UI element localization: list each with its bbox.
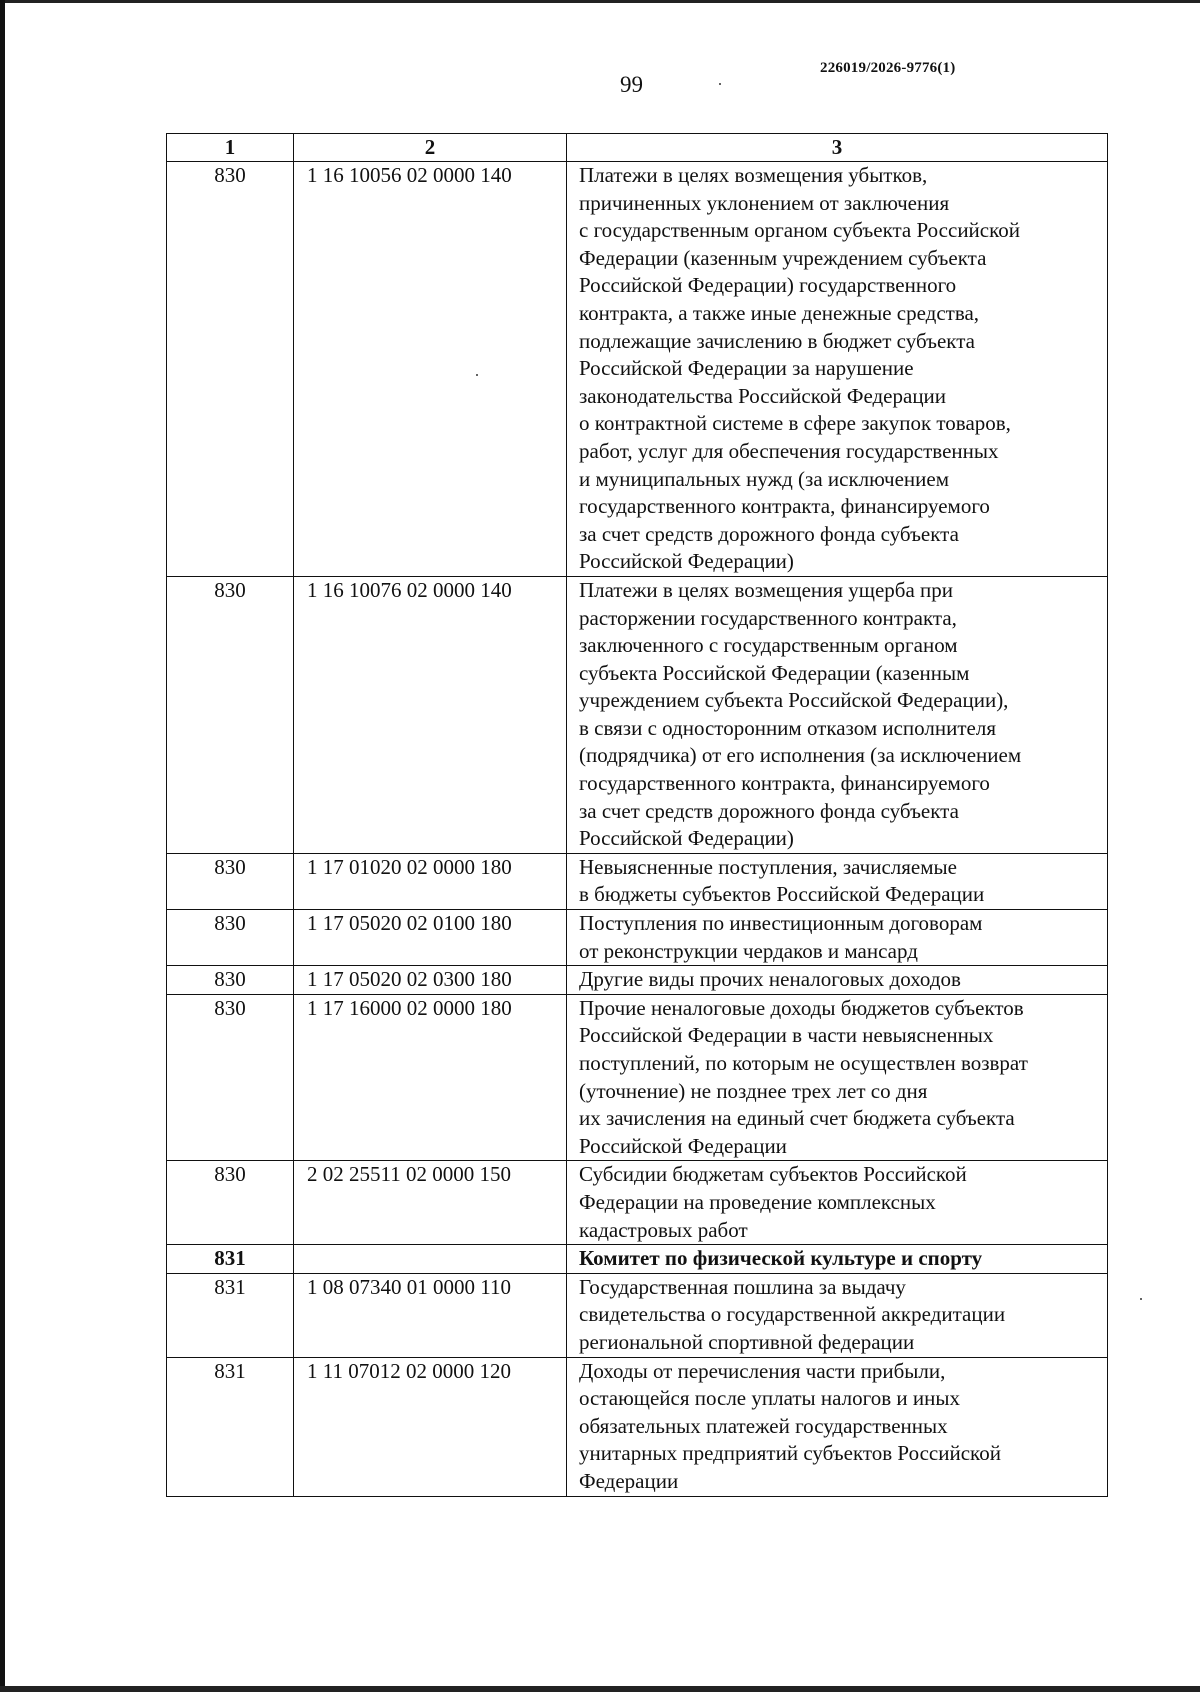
income-name-line: (подрядчика) от его исполнения (за исключением [579, 743, 1022, 768]
income-name-line: контракта, а также иные денежные средства, [579, 300, 980, 325]
income-name-line: их зачисления на единый счет бюджета субъекта [579, 1106, 1015, 1131]
income-name-cell [567, 994, 1108, 1161]
admin-code-cell: 830 [167, 1161, 294, 1245]
income-name-cell [567, 1161, 1108, 1245]
income-name-line: Российской Федерации) [579, 549, 794, 574]
document-id: 226019/2026-9776(1) [820, 60, 956, 76]
scan-border-bottom [0, 1686, 1200, 1692]
income-name-line: Федерации (казенным учреждением субъекта [579, 245, 987, 270]
budget-code-cell: 1 16 10076 02 0000 140 [294, 576, 567, 853]
page-number: 99 [620, 72, 643, 97]
table-body [167, 162, 1108, 1497]
budget-code-cell: 1 08 07340 01 0000 110 [294, 1273, 567, 1357]
income-name-line: в бюджеты субъектов Российской Федерации [579, 882, 985, 907]
budget-code-cell: 1 17 05020 02 0300 180 [294, 966, 567, 995]
income-name-line: за счет средств дорожного фонда субъекта [579, 798, 959, 823]
table-header-row [167, 134, 1108, 162]
income-name-cell [567, 910, 1108, 966]
income-name-line: от реконструкции чердаков и мансард [579, 938, 918, 963]
income-name-line: Платежи в целях возмещения убытков, [579, 163, 928, 187]
income-name-cell [567, 1245, 1108, 1274]
income-name-line: остающейся после уплаты налогов и иных [579, 1386, 960, 1411]
income-name-line: Прочие неналоговые доходы бюджетов субъектов [579, 995, 1024, 1020]
income-name-line: в связи с односторонним отказом исполнителя [579, 715, 996, 740]
table-row [167, 1357, 1108, 1496]
income-name-line: Российской Федерации) [579, 826, 794, 851]
scan-border-top [0, 0, 1200, 3]
income-name-line: Российской Федерации в части невыясненных [579, 1023, 994, 1048]
income-name-line: поступлений, по которым не осуществлен возврат [579, 1051, 1028, 1075]
income-name-line: законодательства Российской Федерации [579, 383, 947, 408]
income-name-line: Российской Федерации [579, 1133, 787, 1158]
income-name-line: Государственная пошлина за выдачу [579, 1274, 906, 1299]
admin-code-cell: 831 [167, 1245, 294, 1274]
budget-code-cell [294, 1245, 567, 1274]
income-name-line: субъекта Российской Федерации (казенным [579, 660, 970, 685]
table-row [167, 1273, 1108, 1357]
table-row [167, 1245, 1108, 1274]
income-name-line: причиненных уклонением от заключения [579, 190, 950, 215]
income-name-line: обязательных платежей государственных [579, 1413, 948, 1438]
admin-code-cell: 831 [167, 1357, 294, 1496]
income-name-line: с государственным органом субъекта Российской [579, 218, 1020, 243]
scan-speck [1140, 1298, 1142, 1300]
admin-code-cell: 830 [167, 162, 294, 577]
income-name-line: Поступления по инвестиционным договорам [579, 911, 983, 936]
income-name-line: Невыясненные поступления, зачисляемые [579, 854, 957, 879]
income-name-cell [567, 853, 1108, 909]
table-row [167, 576, 1108, 853]
income-name-line: Федерации на проведение комплексных [579, 1189, 936, 1214]
budget-codes-table [166, 133, 1108, 1497]
income-name-line: о контрактной системе в сфере закупок товаров, [579, 411, 1011, 436]
admin-code-cell: 830 [167, 994, 294, 1161]
income-name-line: государственного контракта, финансируемого [579, 494, 990, 519]
income-name-line: (уточнение) не позднее трех лет со дня [579, 1078, 928, 1103]
admin-code-cell: 830 [167, 910, 294, 966]
income-name-line: Платежи в целях возмещения ущерба при [579, 577, 954, 602]
income-name-line: унитарных предприятий субъектов Российской [579, 1441, 1001, 1466]
table-row [167, 966, 1108, 995]
income-name-line: Российской Федерации) государственного [579, 273, 957, 298]
income-name-line: Российской Федерации за нарушение [579, 356, 914, 381]
income-name-line: подлежащие зачислению в бюджет субъекта [579, 328, 975, 353]
income-name-line: Федерации [579, 1468, 679, 1493]
column-header-name: 3 [567, 134, 1108, 162]
admin-code-cell: 830 [167, 853, 294, 909]
column-header-admin: 1 [167, 134, 294, 162]
table-row [167, 910, 1108, 966]
scan-border-left [0, 0, 5, 1692]
income-name-line: Субсидии бюджетам субъектов Российской [579, 1162, 967, 1187]
budget-code-cell: 1 11 07012 02 0000 120 [294, 1357, 567, 1496]
income-name-line: свидетельства о государственной аккредитации [579, 1302, 1006, 1327]
income-name-line: и муниципальных нужд (за исключением [579, 466, 949, 491]
income-name-cell [567, 966, 1108, 995]
table-row [167, 1161, 1108, 1245]
income-name-line: заключенного с государственным органом [579, 633, 958, 658]
budget-code-cell: 1 17 05020 02 0100 180 [294, 910, 567, 966]
income-name-line: Комитет по физической культуре и спорту [579, 1246, 983, 1271]
admin-code-cell: 830 [167, 966, 294, 995]
admin-code-cell: 830 [167, 576, 294, 853]
budget-code-cell: 2 02 25511 02 0000 150 [294, 1161, 567, 1245]
income-name-cell [567, 1357, 1108, 1496]
income-name-line: Другие виды прочих неналоговых доходов [579, 967, 961, 992]
income-name-cell [567, 1273, 1108, 1357]
income-name-line: учреждением субъекта Российской Федерации), [579, 688, 1009, 713]
income-name-line: региональной спортивной федерации [579, 1329, 915, 1354]
budget-code-cell: 1 16 10056 02 0000 140 [294, 162, 567, 577]
table-row [167, 853, 1108, 909]
income-name-line: расторжении государственного контракта, [579, 605, 957, 630]
income-name-line: работ, услуг для обеспечения государственных [579, 438, 999, 463]
income-name-line: Доходы от перечисления части прибыли, [579, 1358, 946, 1383]
table-row [167, 994, 1108, 1161]
admin-code-cell: 831 [167, 1273, 294, 1357]
income-name-line: за счет средств дорожного фонда субъекта [579, 521, 959, 546]
income-name-line: кадастровых работ [579, 1217, 748, 1242]
income-name-cell [567, 162, 1108, 577]
budget-code-cell: 1 17 01020 02 0000 180 [294, 853, 567, 909]
table-row [167, 162, 1108, 577]
column-header-code: 2 [294, 134, 567, 162]
scan-speck [719, 83, 721, 85]
income-name-cell [567, 576, 1108, 853]
income-name-line: государственного контракта, финансируемого [579, 771, 990, 796]
budget-code-cell: 1 17 16000 02 0000 180 [294, 994, 567, 1161]
